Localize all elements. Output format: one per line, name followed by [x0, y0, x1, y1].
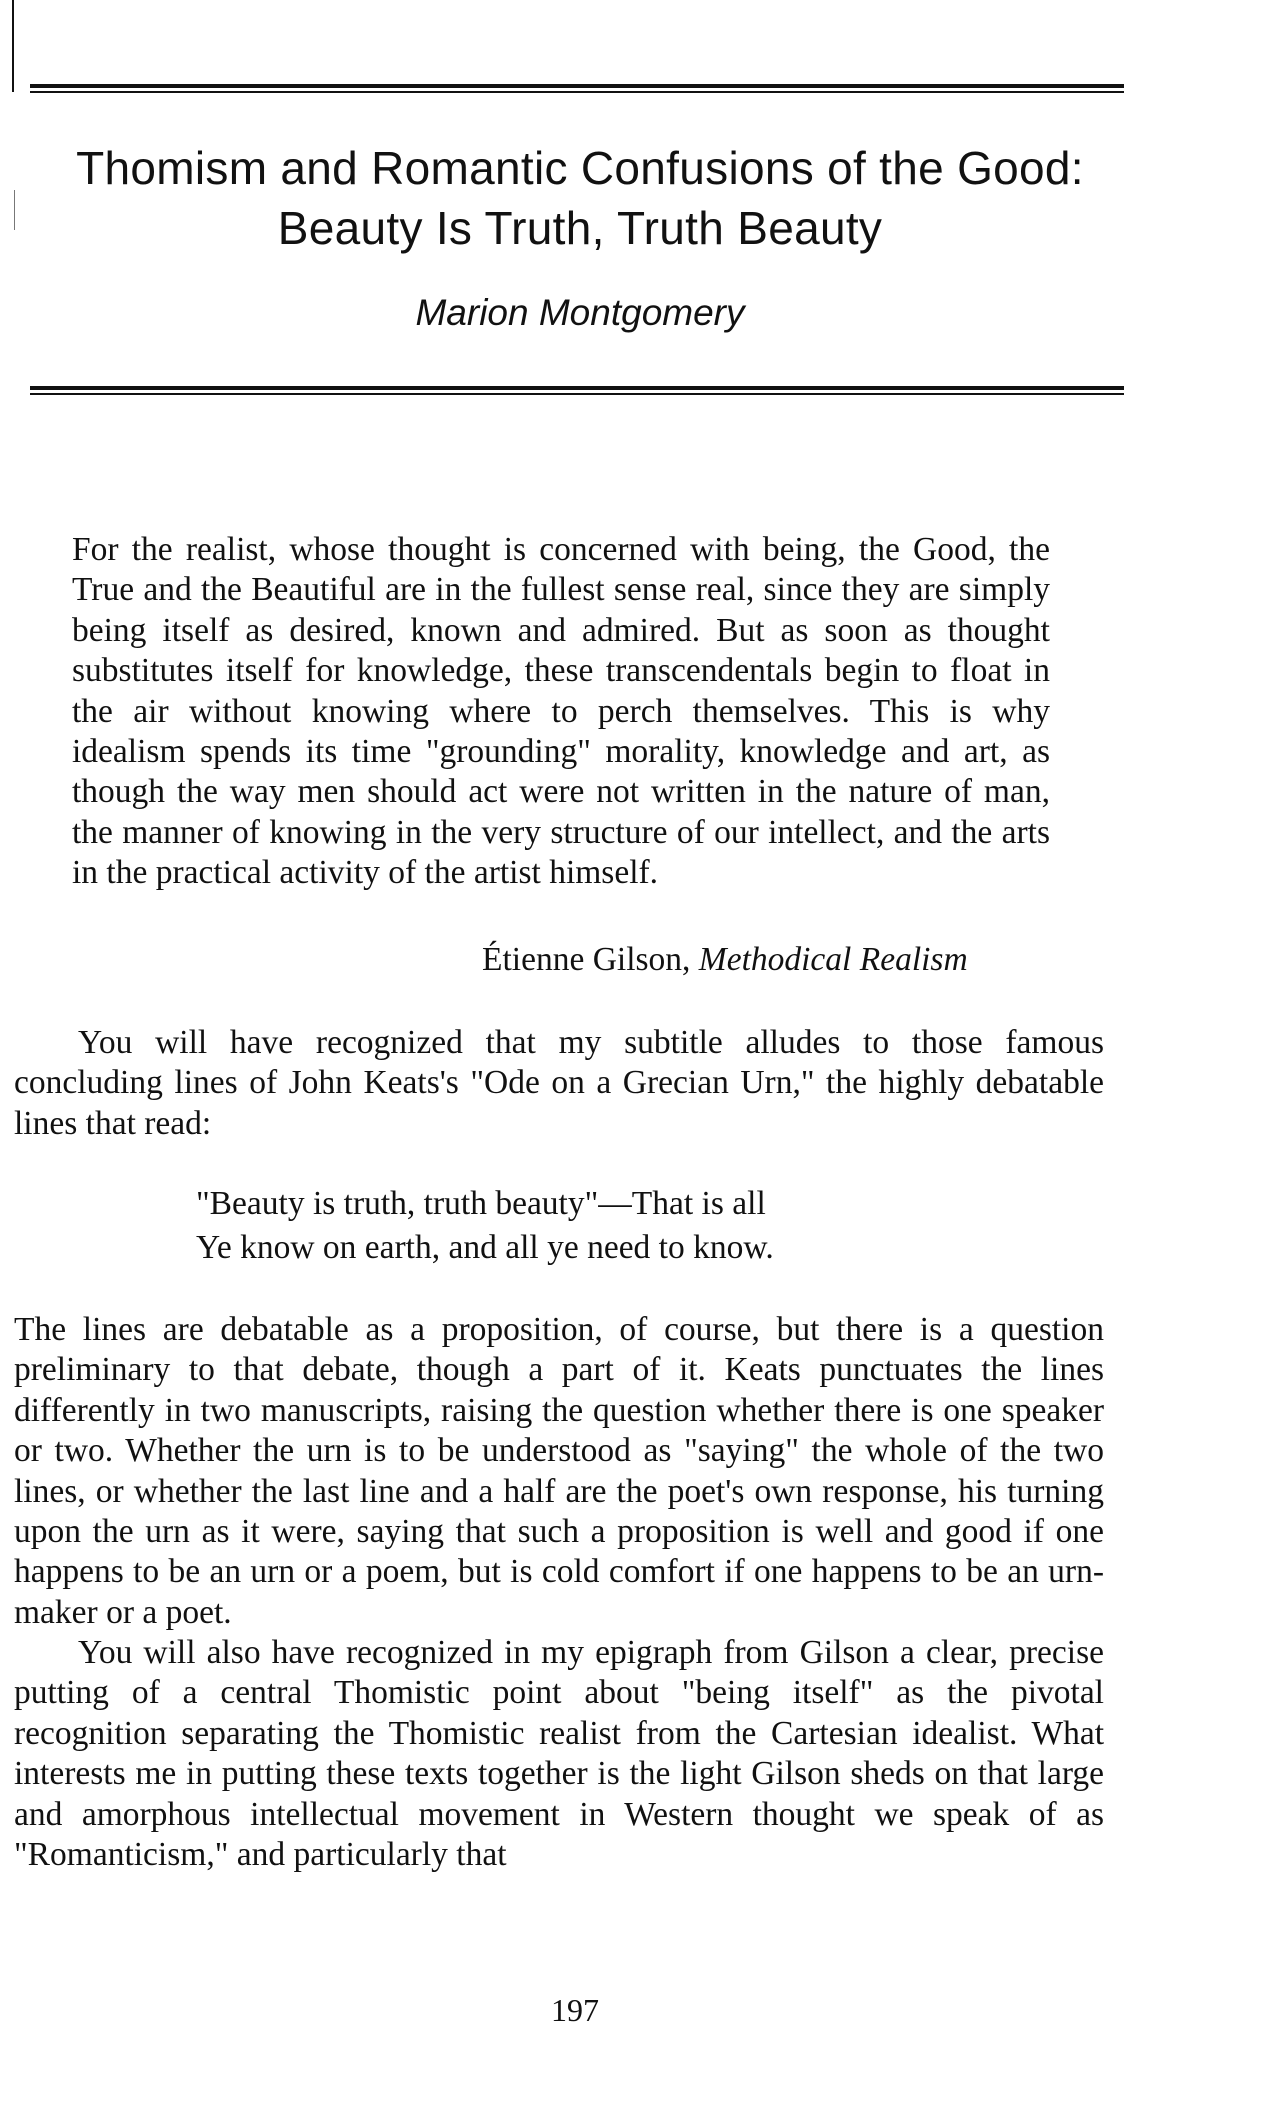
quote-line-1: "Beauty is truth, truth beauty"—That is all: [196, 1185, 766, 1222]
article-title: [0, 138, 1160, 258]
header-top-rule: [30, 84, 1124, 93]
epigraph-text: For the realist, whose thought is concerned with being, the Good, the True and the Beautiful are in the fullest sense real, since they are simply being itself as desired, known and admired. But as soon as thought substitutes itself for knowledge, these transcendentals begin to float in the air without knowing where to perch themselves. This is why idealism spends its time "grounding" morality, knowledge and art, as though the way men should act were not written in the nature of man, the manner of knowing in the very structure of our intellect, and the arts in the practical activity of the artist himself.: [72, 531, 1050, 892]
body-paragraph-1: You will have recognized that my subtitle alludes to those famous concluding lines of John Keats's "Ode on a Grecian Urn," the highly debatable lines that read:: [14, 1024, 1104, 1142]
keats-quotation: [196, 1182, 1096, 1270]
body-paragraph-2: The lines are debatable as a proposition, of course, but there is a question preliminary to that debate, though a part of it. Keats punctuates the lines differently in two manuscripts, raising the question whether there is one speaker or two. Whether the urn is to be understood as "saying" the whole of the two lines, or whether the last line and a half are the poet's own response, his turning upon the urn as it were, saying that such a proposition is well and good if one happens to be an urn or a poem, but is cold comfort if one happens to be an urn-maker or a poet.: [14, 1311, 1104, 1631]
scan-edge-mark: [12, 0, 14, 92]
epigraph-author: Étienne Gilson,: [482, 941, 691, 978]
header-bottom-rule: [30, 386, 1124, 395]
quote-line-2: Ye know on earth, and all ye need to know.: [196, 1229, 774, 1266]
body-paragraph-3: You will also have recognized in my epigraph from Gilson a clear, precise putting of a central Thomistic point about "being itself" as the pivotal recognition separating the Thomistic realist from the Cartesian idealist. What interests me in putting these texts together is the light Gilson sheds on that large and amorphous intellectual movement in Western thought we speak of as "Romanticism," and particularly that: [14, 1634, 1104, 1874]
page-number: 197: [551, 1992, 599, 2028]
article-author: Marion Montgomery: [415, 292, 745, 333]
article-title-line-2: Beauty Is Truth, Truth Beauty: [277, 202, 883, 254]
epigraph-attribution: [482, 940, 1082, 980]
article-title-line-1: Thomism and Romantic Confusions of the Good:: [76, 142, 1084, 194]
epigraph-work: Methodical Realism: [698, 941, 968, 978]
